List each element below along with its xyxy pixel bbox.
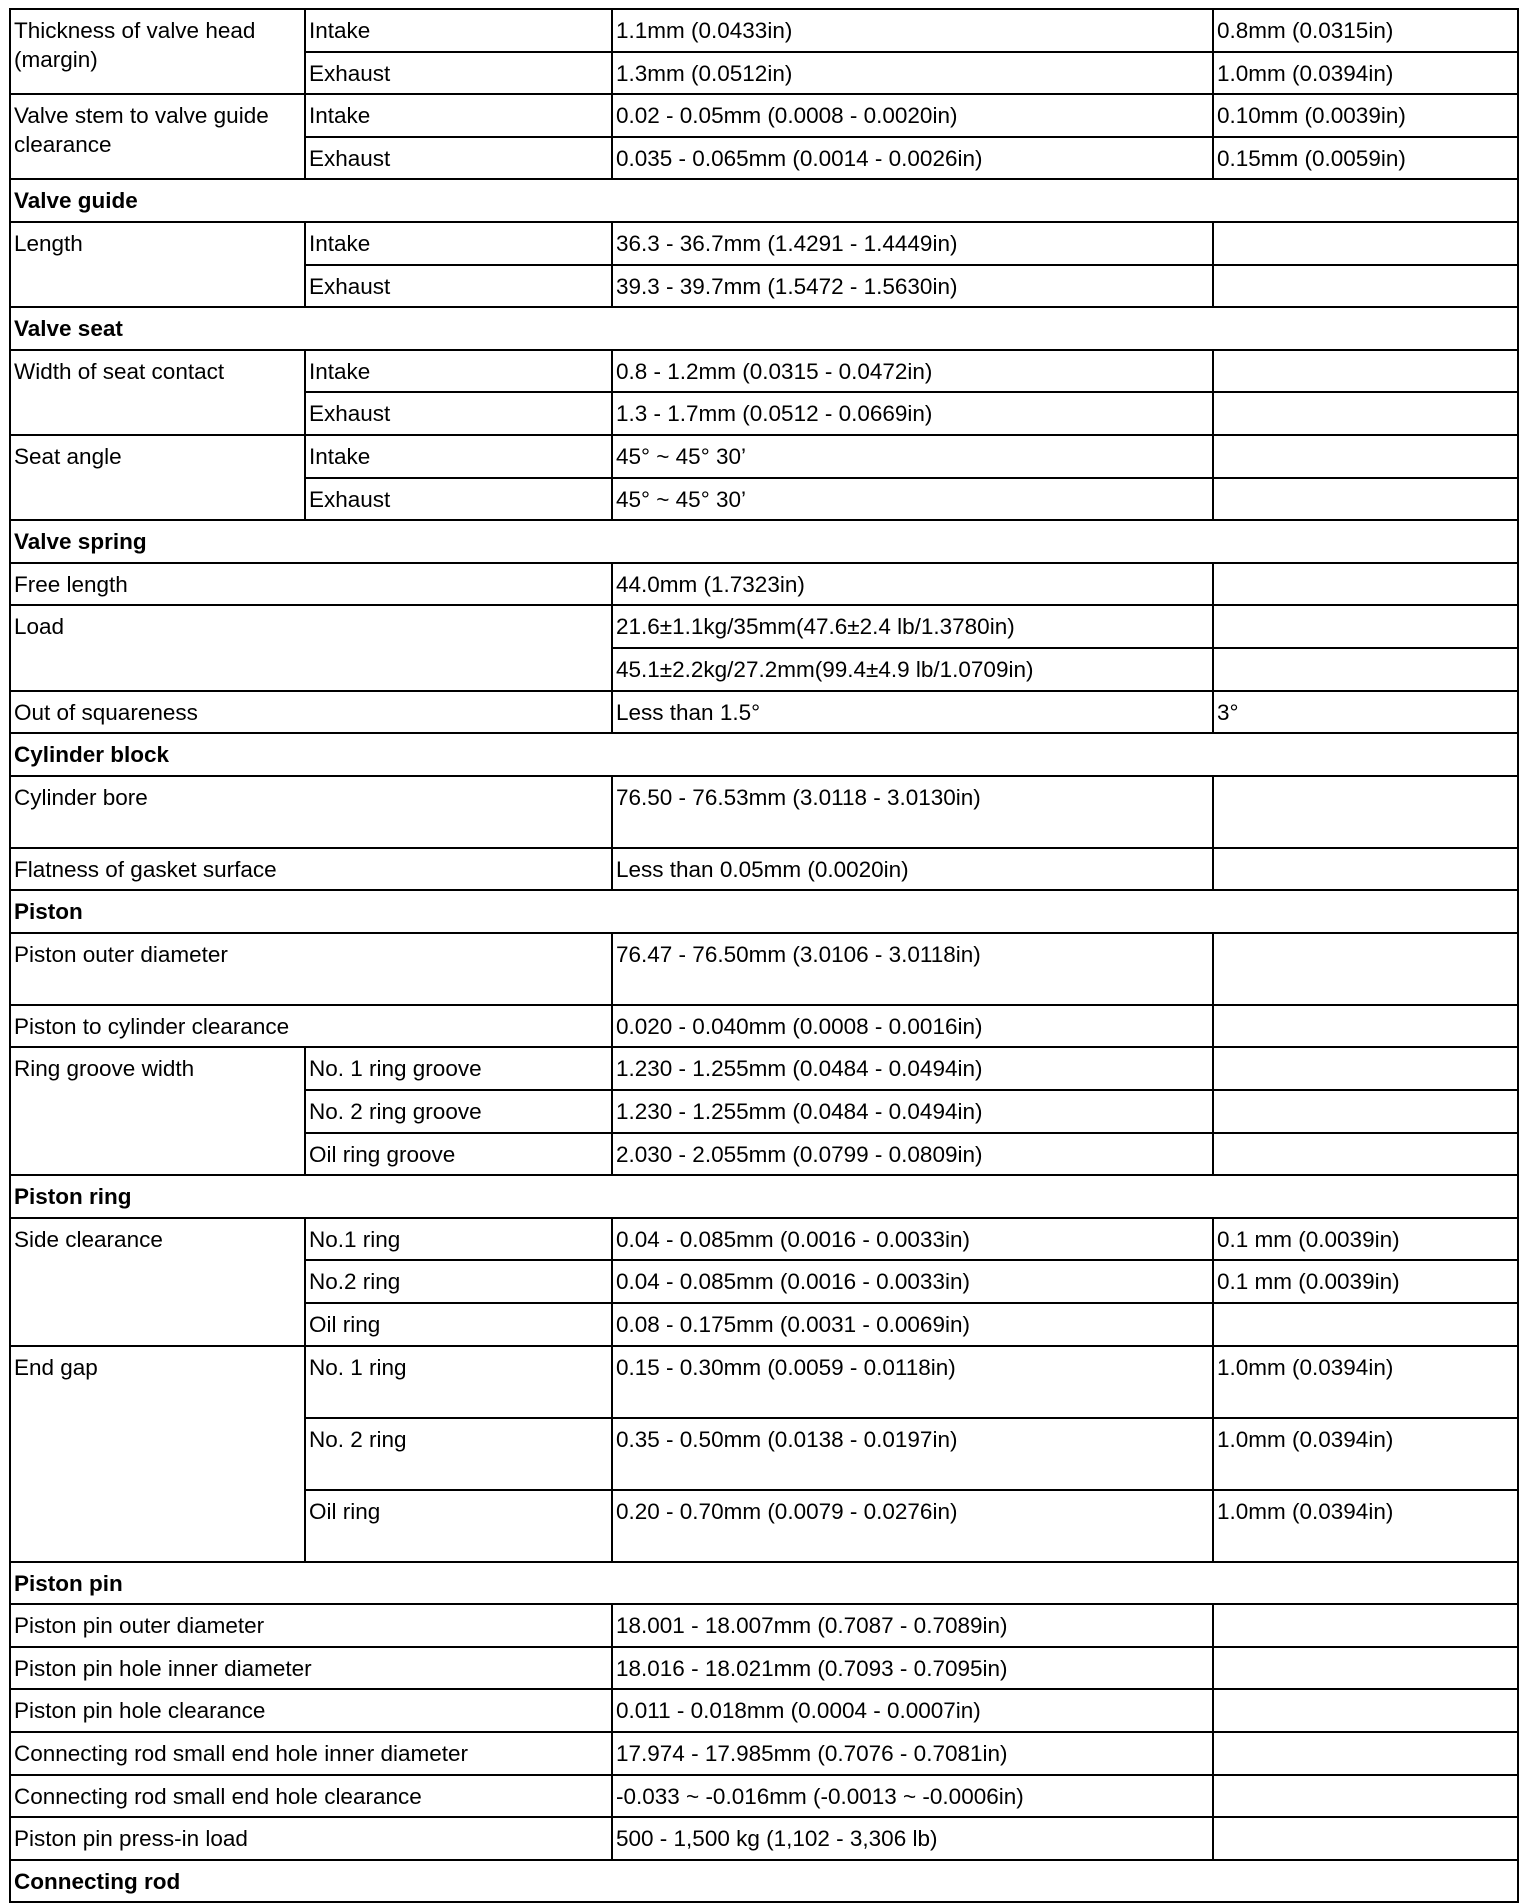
standard-value: 44.0mm (1.7323in) — [612, 563, 1213, 606]
limit-value: 0.1 mm (0.0039in) — [1213, 1260, 1518, 1303]
table-row — [10, 1817, 1518, 1860]
item-label: Piston pin outer diameter — [10, 1604, 612, 1647]
table-row — [10, 222, 1518, 265]
standard-value: 0.04 - 0.085mm (0.0016 - 0.0033in) — [612, 1218, 1213, 1261]
section-heading: Valve spring — [10, 520, 1518, 563]
limit-value — [1213, 478, 1518, 521]
limit-value — [1213, 1303, 1518, 1346]
section-heading: Connecting rod — [10, 1860, 1518, 1903]
standard-value: 1.3 - 1.7mm (0.0512 - 0.0669in) — [612, 392, 1213, 435]
section-row — [10, 179, 1518, 222]
sub-label: Oil ring groove — [305, 1133, 612, 1176]
item-label: Piston to cylinder clearance — [10, 1005, 612, 1048]
item-label: Cylinder bore — [10, 776, 612, 848]
section-row — [10, 733, 1518, 776]
item-label: Flatness of gasket surface — [10, 848, 612, 891]
section-heading: Piston ring — [10, 1175, 1518, 1218]
standard-value: 1.230 - 1.255mm (0.0484 - 0.0494in) — [612, 1090, 1213, 1133]
standard-value: 18.016 - 18.021mm (0.7093 - 0.7095in) — [612, 1647, 1213, 1690]
item-label: Piston pin press-in load — [10, 1817, 612, 1860]
item-label: Thickness of valve head (margin) — [10, 9, 305, 94]
limit-value — [1213, 392, 1518, 435]
limit-value — [1213, 1689, 1518, 1732]
item-label: Ring groove width — [10, 1047, 305, 1175]
table-row — [10, 1775, 1518, 1818]
table-row — [10, 563, 1518, 606]
standard-value: 45° ~ 45° 30’ — [612, 435, 1213, 478]
table-row — [10, 1005, 1518, 1048]
section-heading: Cylinder block — [10, 733, 1518, 776]
section-heading: Piston — [10, 890, 1518, 933]
standard-value: 21.6±1.1kg/35mm(47.6±2.4 lb/1.3780in) — [612, 605, 1213, 648]
item-label: Connecting rod small end hole clearance — [10, 1775, 612, 1818]
table-row — [10, 1732, 1518, 1775]
sub-label: Exhaust — [305, 392, 612, 435]
limit-value — [1213, 1817, 1518, 1860]
limit-value: 1.0mm (0.0394in) — [1213, 1418, 1518, 1490]
section-heading: Valve seat — [10, 307, 1518, 350]
standard-value: -0.033 ~ -0.016mm (-0.0013 ~ -0.0006in) — [612, 1775, 1213, 1818]
table-row — [10, 605, 1518, 648]
limit-value — [1213, 350, 1518, 393]
standard-value: 76.47 - 76.50mm (3.0106 - 3.0118in) — [612, 933, 1213, 1005]
limit-value — [1213, 933, 1518, 1005]
limit-value — [1213, 222, 1518, 265]
standard-value: 2.030 - 2.055mm (0.0799 - 0.0809in) — [612, 1133, 1213, 1176]
standard-value: 17.974 - 17.985mm (0.7076 - 0.7081in) — [612, 1732, 1213, 1775]
limit-value — [1213, 605, 1518, 648]
table-row — [10, 1346, 1518, 1418]
section-row — [10, 1175, 1518, 1218]
limit-value — [1213, 435, 1518, 478]
standard-value: 76.50 - 76.53mm (3.0118 - 3.0130in) — [612, 776, 1213, 848]
limit-value — [1213, 1005, 1518, 1048]
limit-value — [1213, 1647, 1518, 1690]
sub-label: No. 1 ring — [305, 1346, 612, 1418]
table-row — [10, 933, 1518, 1005]
sub-label: Intake — [305, 222, 612, 265]
section-heading: Valve guide — [10, 179, 1518, 222]
limit-value — [1213, 776, 1518, 848]
limit-value: 1.0mm (0.0394in) — [1213, 52, 1518, 95]
standard-value: 1.3mm (0.0512in) — [612, 52, 1213, 95]
standard-value: 0.02 - 0.05mm (0.0008 - 0.0020in) — [612, 94, 1213, 137]
section-row — [10, 1562, 1518, 1605]
standard-value: 0.20 - 0.70mm (0.0079 - 0.0276in) — [612, 1490, 1213, 1562]
section-row — [10, 1860, 1518, 1903]
limit-value: 0.1 mm (0.0039in) — [1213, 1218, 1518, 1261]
limit-value — [1213, 1604, 1518, 1647]
standard-value: 45° ~ 45° 30’ — [612, 478, 1213, 521]
sub-label: Intake — [305, 94, 612, 137]
limit-value — [1213, 1732, 1518, 1775]
standard-value: 1.1mm (0.0433in) — [612, 9, 1213, 52]
table-row — [10, 1047, 1518, 1090]
limit-value: 0.8mm (0.0315in) — [1213, 9, 1518, 52]
limit-value — [1213, 265, 1518, 308]
item-label: Free length — [10, 563, 612, 606]
table-row — [10, 691, 1518, 734]
item-label: Piston outer diameter — [10, 933, 612, 1005]
standard-value: 0.08 - 0.175mm (0.0031 - 0.0069in) — [612, 1303, 1213, 1346]
sub-label: Exhaust — [305, 52, 612, 95]
section-row — [10, 890, 1518, 933]
standard-value: 18.001 - 18.007mm (0.7087 - 0.7089in) — [612, 1604, 1213, 1647]
limit-value — [1213, 1047, 1518, 1090]
table-row — [10, 9, 1518, 52]
limit-value — [1213, 1090, 1518, 1133]
item-label: Connecting rod small end hole inner diameter — [10, 1732, 612, 1775]
limit-value: 3° — [1213, 691, 1518, 734]
table-row — [10, 94, 1518, 137]
specification-table — [9, 8, 1519, 1903]
standard-value: 500 - 1,500 kg (1,102 - 3,306 lb) — [612, 1817, 1213, 1860]
limit-value — [1213, 1775, 1518, 1818]
table-row — [10, 776, 1518, 848]
table-row — [10, 435, 1518, 478]
standard-value: Less than 1.5° — [612, 691, 1213, 734]
sub-label: Exhaust — [305, 478, 612, 521]
section-heading: Piston pin — [10, 1562, 1518, 1605]
sub-label: Intake — [305, 435, 612, 478]
standard-value: 39.3 - 39.7mm (1.5472 - 1.5630in) — [612, 265, 1213, 308]
sub-label: No. 2 ring — [305, 1418, 612, 1490]
limit-value — [1213, 1133, 1518, 1176]
item-label: Load — [10, 605, 612, 690]
sub-label: Exhaust — [305, 265, 612, 308]
limit-value: 0.10mm (0.0039in) — [1213, 94, 1518, 137]
item-label: Width of seat contact — [10, 350, 305, 435]
standard-value: 0.035 - 0.065mm (0.0014 - 0.0026in) — [612, 137, 1213, 180]
sub-label: Intake — [305, 350, 612, 393]
table-row — [10, 1647, 1518, 1690]
limit-value — [1213, 563, 1518, 606]
specification-table-body — [10, 9, 1518, 1902]
sub-label: Exhaust — [305, 137, 612, 180]
item-label: Length — [10, 222, 305, 307]
table-row — [10, 1218, 1518, 1261]
item-label: Side clearance — [10, 1218, 305, 1346]
limit-value: 1.0mm (0.0394in) — [1213, 1346, 1518, 1418]
standard-value: 0.15 - 0.30mm (0.0059 - 0.0118in) — [612, 1346, 1213, 1418]
limit-value: 0.15mm (0.0059in) — [1213, 137, 1518, 180]
table-row — [10, 848, 1518, 891]
standard-value: 0.04 - 0.085mm (0.0016 - 0.0033in) — [612, 1260, 1213, 1303]
sub-label: No.2 ring — [305, 1260, 612, 1303]
limit-value — [1213, 648, 1518, 691]
limit-value: 1.0mm (0.0394in) — [1213, 1490, 1518, 1562]
sub-label: Oil ring — [305, 1303, 612, 1346]
standard-value: 0.011 - 0.018mm (0.0004 - 0.0007in) — [612, 1689, 1213, 1732]
item-label: Piston pin hole inner diameter — [10, 1647, 612, 1690]
section-row — [10, 520, 1518, 563]
item-label: Out of squareness — [10, 691, 612, 734]
standard-value: 36.3 - 36.7mm (1.4291 - 1.4449in) — [612, 222, 1213, 265]
sub-label: No. 2 ring groove — [305, 1090, 612, 1133]
table-row — [10, 1689, 1518, 1732]
sub-label: Oil ring — [305, 1490, 612, 1562]
item-label: Piston pin hole clearance — [10, 1689, 612, 1732]
item-label: Seat angle — [10, 435, 305, 520]
standard-value: 0.8 - 1.2mm (0.0315 - 0.0472in) — [612, 350, 1213, 393]
table-row — [10, 350, 1518, 393]
sub-label: No. 1 ring groove — [305, 1047, 612, 1090]
standard-value: 0.020 - 0.040mm (0.0008 - 0.0016in) — [612, 1005, 1213, 1048]
sub-label: Intake — [305, 9, 612, 52]
standard-value: 1.230 - 1.255mm (0.0484 - 0.0494in) — [612, 1047, 1213, 1090]
section-row — [10, 307, 1518, 350]
limit-value — [1213, 848, 1518, 891]
item-label: Valve stem to valve guide clearance — [10, 94, 305, 179]
item-label: End gap — [10, 1346, 305, 1562]
standard-value: 45.1±2.2kg/27.2mm(99.4±4.9 lb/1.0709in) — [612, 648, 1213, 691]
sub-label: No.1 ring — [305, 1218, 612, 1261]
standard-value: 0.35 - 0.50mm (0.0138 - 0.0197in) — [612, 1418, 1213, 1490]
standard-value: Less than 0.05mm (0.0020in) — [612, 848, 1213, 891]
table-row — [10, 1604, 1518, 1647]
